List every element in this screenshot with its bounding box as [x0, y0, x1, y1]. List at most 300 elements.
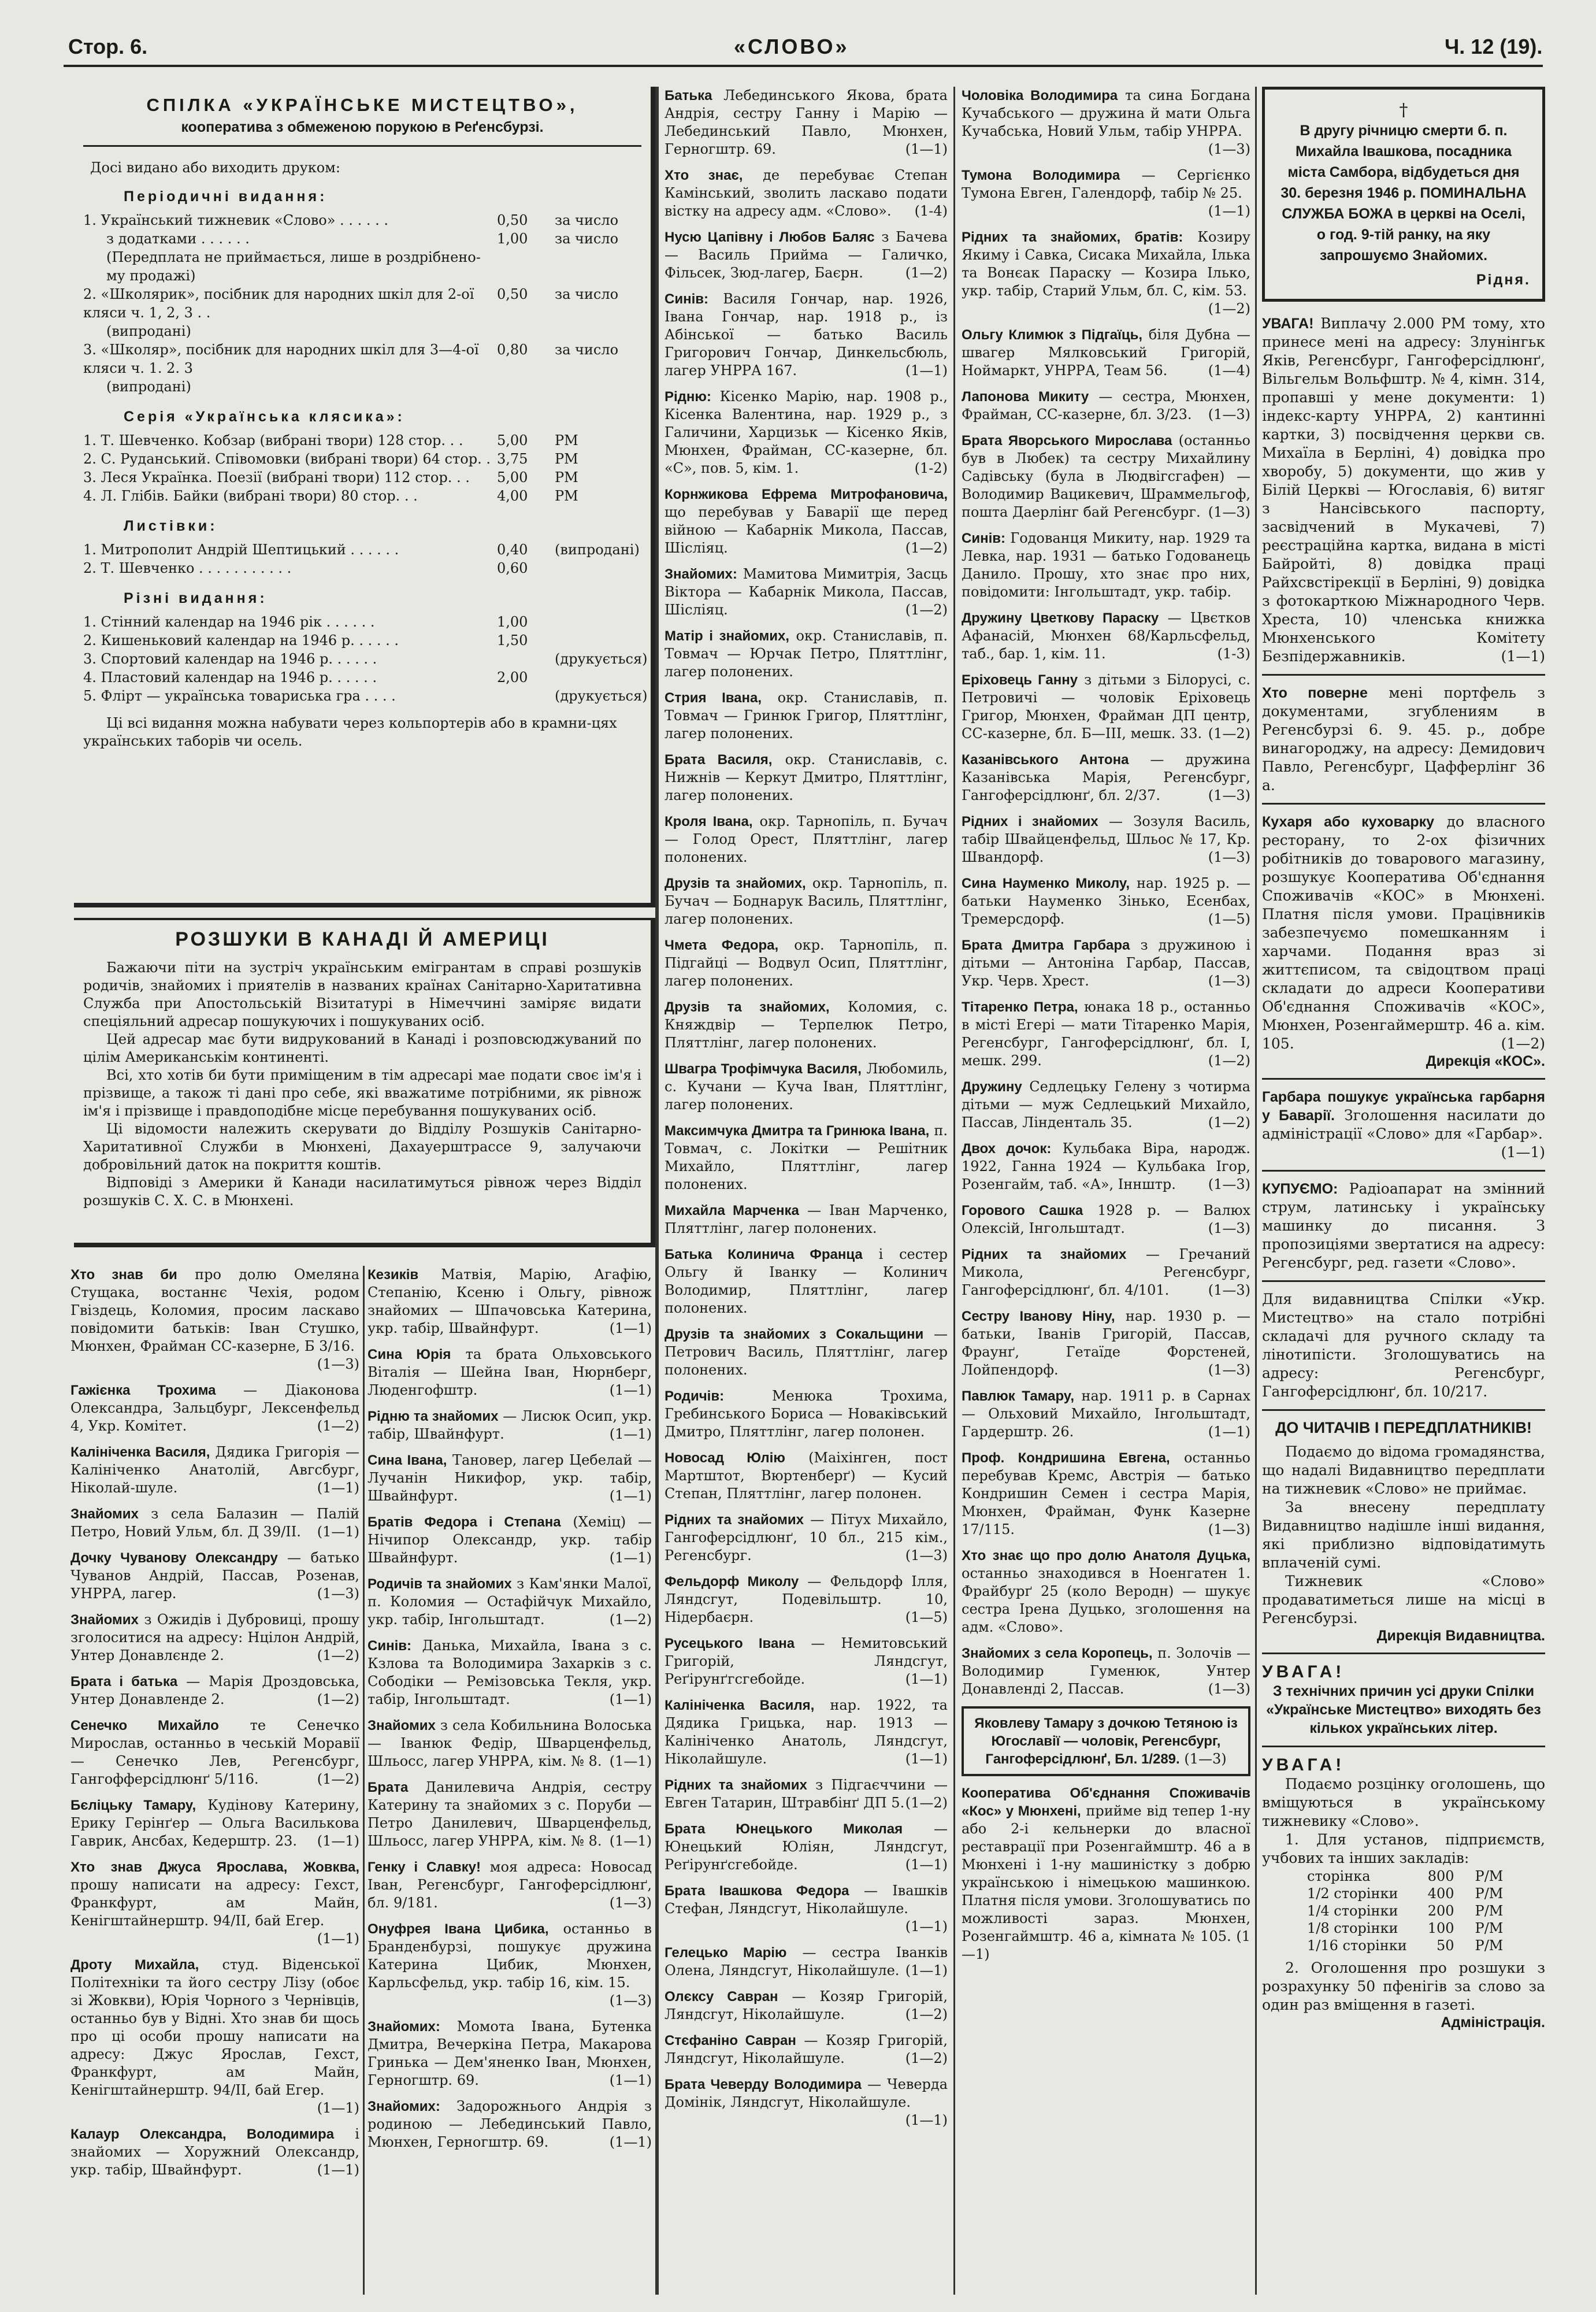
- item-price: [497, 248, 555, 285]
- classified-ad: [665, 1060, 948, 1114]
- classified-ad: [962, 609, 1250, 663]
- classified-ad: [1262, 1290, 1545, 1401]
- item-price: 0,50: [497, 212, 528, 228]
- rozshuky-box: [74, 918, 655, 1247]
- separator: [1262, 674, 1545, 676]
- classified-ad: [368, 1858, 652, 1912]
- ad-run: (1-4): [914, 203, 948, 219]
- ad-heading: Знайомих:: [368, 2099, 440, 2114]
- classified-ad: [70, 1505, 359, 1541]
- ad-heading: Знайомих: [70, 1612, 139, 1628]
- classified-ad: [962, 1246, 1250, 1299]
- ad-text: про долю Омеляна Стущака, востаннє Чехія, родом Гвіздець, Коломия, просим ласкаво повідомити батьків: Іван Стушко, Мюнхен, Фрайман СС-казерне, Б 3/16.: [70, 1266, 359, 1354]
- ad-text: Кудінову Катерину, Ерику Герінґер — Ольга Василькова Гаврик, Ансбах, Кедерштр. 23.: [70, 1797, 359, 1849]
- rozshuky-body: [83, 959, 641, 1210]
- classified-ad: [665, 875, 948, 928]
- rozshuky-title: РОЗШУКИ В КАНАДІ Й АМЕРИЦІ: [175, 928, 550, 950]
- ad-heading: Корнжикова Ефрема Митрофановича,: [665, 487, 948, 502]
- ad-text: — Чеверда Домінік, Ляндсгут, Ніколайшуле.: [665, 2076, 948, 2110]
- ad-heading: Кроля Івана,: [665, 814, 753, 829]
- item-title: 1. Т. Шевченко. Кобзар (вибрані твори) 128 стор. . .: [83, 432, 463, 449]
- item-price: 0,40: [497, 542, 528, 558]
- separator: [1262, 1746, 1545, 1747]
- ad-run: (1—3): [1208, 141, 1250, 157]
- spilka-box: [74, 87, 655, 907]
- ad-text: окр. Станиславів, п. Товмач — Гринюк Григор, Пляттлінг, лагер полонених.: [665, 690, 948, 742]
- ad-run: (1—1): [317, 1833, 359, 1849]
- ad-run: (1—3): [1208, 849, 1250, 865]
- price-line: [83, 668, 641, 687]
- ads-column-3: [665, 87, 948, 2295]
- ad-run: (1—1): [1501, 1144, 1545, 1161]
- ad-heading: Хто знає що про долю Анатоля Дуцька,: [962, 1548, 1250, 1563]
- price-line: [83, 468, 641, 487]
- classified-ad: [962, 751, 1250, 805]
- ad-run: (1—2): [1208, 725, 1250, 742]
- ad-text: п. Товмач, с. Локітки — Решітник Михайло, Пляттлінг, лагер полонених.: [665, 1122, 948, 1192]
- item-title: 2. Кишеньковий календар на 1946 р. . . . . .: [83, 632, 399, 649]
- ad-heading: Проф. Кондришина Евгена,: [962, 1450, 1170, 1466]
- classified-ad: [665, 998, 948, 1052]
- ad-run: (1—4): [1208, 362, 1250, 379]
- obituary-box: [1262, 87, 1545, 302]
- ad-sign: Дирекція «КОС».: [1426, 1053, 1545, 1069]
- ad-run: (1—1): [609, 2072, 652, 2088]
- ad-heading: Брата Яворського Мирослава: [962, 433, 1172, 449]
- ad-heading: Друзів та знайомих,: [665, 876, 806, 891]
- coop-ad-text: прийме від тепер 1-ну або 2-і кельнерки до власної реставрації при Розенгаймштр. 46 а в Мюнхені і 1-ну машиністку з добрю українською і німецькою машинкою. Платня після умови. Зголошуватись по можливості зараз. Мюнхен, Розенгаймштр. 46 а, кімната № 105.: [962, 1803, 1250, 1944]
- ad-text: 1928 р. — Валюх Олексій, Інгольштадт.: [962, 1202, 1250, 1236]
- ad-text: — Пітух Михайло, Гангоферсідлюнґ, 10 бл., 215 кім., Регенсбург.: [665, 1511, 948, 1563]
- ad-text: з Підгаєччини — Евген Татарин, Штравбінґ ДП 5.: [665, 1777, 948, 1811]
- classified-ad: [70, 1611, 359, 1665]
- ad-text: студ. Віденської Політехніки та його сестру Лізу (обоє зі Жовкви), Юрія Чорного з Чернівців, останньо був у Відні. Хто знав би щось про ці особи прошу написати на адресу: Джус Ярослав, Гехст, Франкфурт, ам Майн, Кенігштайнерштр. 94/II, бай Егер.: [70, 1957, 359, 2098]
- uvaga3-sign: Адміністрація.: [1441, 2014, 1545, 2031]
- coop-ad: [962, 1784, 1250, 1963]
- price-line: [83, 687, 648, 705]
- ad-heading: Максимчука Дмитра та Гринюка Івана,: [665, 1123, 930, 1139]
- classified-ad: [368, 1266, 652, 1337]
- classified-ad: [70, 1796, 359, 1850]
- classified-ad: [962, 1644, 1250, 1698]
- classified-ad: [665, 689, 948, 743]
- item-note: за число: [555, 342, 619, 358]
- classified-ad: [962, 432, 1250, 521]
- ad-run: (1—2): [1501, 1035, 1545, 1052]
- ad-run: (1—3): [1208, 787, 1250, 803]
- ad-text: Козиру Якиму і Савка, Сисака Михайла, Ілька та Вонєак Параску — Козира Ілько, укр. табір, Старий Ульм, бл. С, кім. 53.: [962, 229, 1250, 299]
- ad-heading: Онуфрея Івана Цибика,: [368, 1921, 549, 1937]
- price-row: [1297, 1937, 1513, 1954]
- price-size: 1/8 сторінки: [1307, 1920, 1398, 1936]
- ad-text: Матвія, Марію, Агафію, Степанію, Ксеню і Ольгу, рівнож знайомих — Шпачовська Катерина, укр. табір, Швайнфурт.: [368, 1266, 652, 1336]
- ad-heading: Знайомих: [368, 1718, 436, 1733]
- ad-run: (1—1): [1208, 203, 1250, 219]
- price-line: [83, 285, 641, 322]
- ad-text: — Марія Дроздовська, Унтер Донавленде 2.: [70, 1673, 359, 1707]
- classified-ad: [962, 1307, 1250, 1379]
- newspaper-title: «СЛОВО»: [734, 35, 849, 58]
- ad-run: (1—1): [609, 1320, 652, 1336]
- ad-run: (1—1): [905, 1962, 948, 1978]
- item-price: 4,00: [497, 488, 528, 504]
- ad-run: (1—5): [1208, 911, 1250, 927]
- ad-heading: Калаур Олександра, Володимира: [70, 2126, 335, 2142]
- ad-run: (1—1): [905, 362, 948, 379]
- price-line: [83, 211, 641, 229]
- classified-ad: [665, 1635, 948, 1688]
- ad-text: юнака 18 р., останньо в місті Егері — мати Тітаренко Марія, Регенсбург, Гангоферсідлюнґ, бл. І, мешк. 299.: [962, 999, 1250, 1069]
- ad-heading: Брата і батька: [70, 1674, 178, 1689]
- price-line: [83, 559, 641, 577]
- ad-run: (1—2): [317, 1418, 359, 1434]
- spilka-title: СПІЛКА «УКРАЇНСЬКЕ МИСТЕЦТВО»,: [146, 95, 578, 115]
- item-note: (друкується): [555, 688, 648, 704]
- ad-heading: Друзів та знайомих з Сокальщини: [665, 1327, 924, 1342]
- ad-text: Данька, Михайла, Івана з с. Кзлова та Володимира Захарків з с. Сободіки — Ремізовська Текля, укр. табір, Інгольштадт.: [368, 1637, 652, 1707]
- ad-heading: Синів:: [665, 291, 708, 307]
- ad-text: — Лисюк Осип, укр. табір, Швайнфурт.: [368, 1408, 652, 1442]
- ad-run: (1—2): [905, 602, 948, 618]
- price-value: 200: [1427, 1903, 1454, 1919]
- classified-ad: [665, 1202, 948, 1237]
- ad-heading: Двох дочок:: [962, 1141, 1052, 1157]
- ad-run: (1—2): [317, 1647, 359, 1663]
- classified-ad: [368, 2098, 652, 2151]
- ad-run: (1—3): [1208, 1176, 1250, 1192]
- spilka-intro: Досі видано або виходить друком:: [90, 160, 340, 176]
- ad-heading: Дружину Цветкову Параску: [962, 610, 1159, 626]
- ad-text: та сина Богдана Кучабського — дружина й мати Ольга Кучабська, Новий Ульм, табір УНРРА.: [962, 87, 1250, 139]
- ad-text: Лебединського Якова, брата Андрія, сестру Ганну і Марію — Лебединський Павло, Мюнхен, Герногштр. 69.: [665, 87, 948, 157]
- classified-ad: [665, 1696, 948, 1768]
- chytachiv-paragraph: Тижневик «Слово» продаватиметься лише на місці в Регенсбурзі.: [1262, 1573, 1545, 1626]
- item-price: 1,00: [497, 614, 528, 630]
- ad-run: (1—2): [609, 1611, 652, 1628]
- section-title: Листівки:: [124, 518, 218, 534]
- classified-ad: [962, 671, 1250, 743]
- separator: [1262, 1653, 1545, 1654]
- ad-text: — Зозуля Василь, табір Швайценфельд, Шльос № 17, Кр. Швандорф.: [962, 813, 1250, 865]
- ad-heading: Хто знає,: [665, 168, 743, 183]
- item-note: за число: [555, 212, 619, 228]
- price-value: 100: [1427, 1920, 1454, 1936]
- ad-run: (1—1): [317, 1480, 359, 1496]
- ad-text: з Ожидів і Дубровиці, прошу зголоситися на адресу: Нцілон Андрій, Унтер Донавлєнде 2.: [70, 1611, 359, 1663]
- ad-heading: Рідних та знайомих: [665, 1512, 804, 1528]
- ad-text: (Хеміц) — Нічипор Олександр, укр. табір Швайнфурт.: [368, 1514, 652, 1566]
- ad-heading: УВАГА!: [1262, 316, 1314, 332]
- classified-ad: [962, 1078, 1250, 1132]
- price-line: [83, 650, 648, 668]
- ad-heading: Матір і знайомих,: [665, 628, 789, 644]
- classified-ad: [368, 1346, 652, 1399]
- price-line: [83, 631, 641, 650]
- item-price: [497, 322, 555, 340]
- item-note: [555, 248, 641, 285]
- ad-heading: Кезиків: [368, 1267, 419, 1283]
- ad-run: (1—3): [1208, 1282, 1250, 1298]
- ad-heading: Стрия Івана,: [665, 690, 762, 706]
- chytachiv-paragraph: Подаємо до відома громадянства, що надалі Видавництво передплати на тижневик «Слово» не приймає.: [1262, 1443, 1545, 1497]
- price-line: [83, 540, 641, 559]
- price-currency: Р/М: [1475, 1868, 1504, 1884]
- ad-heading: Друзів та знайомих,: [665, 999, 830, 1015]
- ad-heading: Брата Чеверду Володимира: [665, 2077, 862, 2092]
- ad-text: останньо перебував Кремс, Австрія — батько Кондришин Семен і сестра Марія, Мюнхен, Фрайман, Функ Казерне 17/115.: [962, 1450, 1250, 1537]
- ad-heading: Сенечко Михайло: [70, 1718, 219, 1733]
- item-title: 5. Флірт — українська товариська гра . . . .: [83, 688, 396, 704]
- item-note: [555, 377, 641, 396]
- ad-heading: Фельдорф Миколу: [665, 1574, 799, 1589]
- classified-ad: [665, 1573, 948, 1626]
- classified-ad: [665, 1122, 948, 1194]
- classified-ad: [665, 936, 948, 990]
- ad-heading: Брата Юнецького Миколая: [665, 1821, 903, 1837]
- ad-heading: Дроту Михайла,: [70, 1957, 199, 1973]
- item-note: (друкується): [555, 651, 648, 667]
- ad-heading: Чоловіка Володимира: [962, 88, 1118, 103]
- separator: [1262, 1280, 1545, 1282]
- price-size: 1/2 сторінки: [1307, 1885, 1398, 1902]
- ad-run: (1—3): [1208, 406, 1250, 423]
- ad-text: і знайомих — Хоружний Олександр, укр. табір, Швайнфурт.: [70, 2126, 359, 2178]
- ad-heading: Сина Юрія: [368, 1347, 451, 1362]
- ad-run: (1—2): [1208, 1053, 1250, 1069]
- ad-run: (1—3): [1208, 1362, 1250, 1378]
- ad-text: останньо в Бранденбурзі, пошукує дружина Катерина Цибик, Мюнхен, Карльсфельд, укр. табір 16, кім. 15.: [368, 1921, 652, 1991]
- ad-run: (1—1): [317, 2162, 359, 2178]
- classified-ad: [665, 751, 948, 805]
- classified-ad: [70, 1673, 359, 1709]
- classified-ad: [70, 1956, 359, 2117]
- spilka-footer: Ці всі видання можна набувати через кольпортерів або в крамни-цях українських таборів чи осель.: [83, 715, 617, 749]
- ad-text: — Гречаний Микола, Регенсбург, Гангоферсідлюнґ, бл. 4/101.: [962, 1246, 1250, 1298]
- column-divider: [953, 87, 955, 2295]
- price-table: [1297, 1868, 1513, 1954]
- classified-ad: [665, 1387, 948, 1441]
- ad-text: п. Золочів — Володимир Гуменюк, Унтер Донавленді 2, Пассав.: [962, 1645, 1250, 1697]
- ad-heading: Знайомих з села Коропець,: [962, 1646, 1153, 1661]
- ad-text: з дітьми з Білорусі, с. Петровичі — чоловік Еріховець Григор, Мюнхен, Фрайман ДП центр, СС-казерне, бл. Б—ІІІ, мешк. 33.: [962, 672, 1250, 742]
- classified-ad: [962, 529, 1250, 601]
- price-value: 400: [1427, 1885, 1454, 1902]
- ad-heading: Казанівського Антона: [962, 752, 1129, 768]
- ad-heading: Дружину: [962, 1079, 1022, 1095]
- classified-ad: [665, 1882, 948, 1936]
- ad-run: (1—3): [609, 1992, 652, 2009]
- classified-ad: [962, 228, 1250, 318]
- ad-run: (1—3): [1208, 1681, 1250, 1697]
- ad-text: Задорожнього Андрія з родиною — Лебединський Павло, Мюнхен, Герногштр. 69.: [368, 2098, 652, 2150]
- item-note: [555, 668, 641, 687]
- ad-text: (останньо був в Любек) та сестру Михайлину Садівську (була в Людвігсгафен) — Володимир Вацикевич, Шраммельгоф, пошта Даерлінг бай Регенсбург.: [962, 432, 1250, 520]
- uvaga3-title: УВАГА!: [1262, 1755, 1345, 1774]
- item-title: (випродані): [106, 379, 191, 395]
- ad-run: (1-3): [1217, 646, 1250, 662]
- classified-ad: [665, 1511, 948, 1565]
- ads-column-4: [962, 87, 1250, 2295]
- spilka-sections: [83, 188, 648, 705]
- classified-ad: [665, 486, 948, 557]
- separator: [1262, 1409, 1545, 1411]
- ad-text: — сестра, Мюнхен, Фрайман, СС-казерне, бл. 3/23.: [962, 388, 1250, 423]
- item-note: [555, 322, 641, 340]
- ad-run: (1—3): [1208, 504, 1250, 520]
- item-note: за число: [555, 286, 619, 302]
- ad-text: — дружина Казанівська Марія, Регенсбург, Гангоферсідлюнґ, бл. 2/37.: [962, 751, 1250, 803]
- classified-ad: [665, 2076, 948, 2129]
- ad-heading: Горового Сашка: [962, 1203, 1083, 1218]
- ad-run: (1—2): [1208, 1114, 1250, 1131]
- price-line: [83, 431, 641, 450]
- ad-heading: Родичів:: [665, 1388, 725, 1404]
- ad-heading: Генку і Славку!: [368, 1859, 481, 1875]
- ad-heading: Рідних та знайомих: [665, 1777, 807, 1793]
- col4-boxed-ad: [962, 1706, 1250, 1776]
- classified-ad: [665, 1820, 948, 1874]
- obituary-sign: Рідня.: [1476, 272, 1531, 288]
- ad-text: що перебував у Баварії ще перед війною — Кабарнік Микола, Пассав, Шісліяц.: [665, 504, 948, 556]
- classified-ad: [70, 1381, 359, 1435]
- ad-text: окр. Тарнопіль, п. Підгайці — Водвул Осип, Пляттлінг, лагер полонених.: [665, 937, 948, 989]
- rozshuky-paragraph: Бажаючи піти на зустріч українським емігрантам в справі розшуків родичів, знайомих і приятелів в названих країнах Санітарно-Харитативна Служба при Апостольській Візитатурі в Німеччині заміряє видати спеціяльний адресар пошукуючих і пошукуваних осіб.: [83, 959, 641, 1029]
- ad-run: (1—1): [317, 2100, 359, 2116]
- item-note: [555, 559, 641, 577]
- separator: [1262, 1078, 1545, 1080]
- ad-run: (1—3): [317, 1585, 359, 1602]
- ad-run: (1—1): [609, 1691, 652, 1707]
- ad-run: (1—1): [1208, 1424, 1250, 1440]
- classified-ad: [665, 2032, 948, 2068]
- ad-run: (1—3): [317, 1356, 359, 1372]
- price-currency: Р/М: [1475, 1920, 1504, 1936]
- rozshuky-paragraph: Відповіді з Америки й Канади насилатимуться рівнож через Відділ розшуків С. Х. С. в Мюнхені.: [83, 1174, 641, 1209]
- separator: [1262, 1170, 1545, 1172]
- ad-text: Василя Гончар, нар. 1926, Івана Гончар, нар. 1918 р., із Абінської — батько Василь Григорович Гончар, Динкельсбюль, лагер УНРРА 167.: [665, 291, 948, 379]
- chytachiv-paragraph: За внесену передплату Видавництво надішле інші видання, які приблизно відповідатимуть вплаченій сумі.: [1262, 1499, 1545, 1571]
- ad-run: (1—2): [905, 265, 948, 281]
- ad-run: (1—1): [905, 1918, 948, 1935]
- chytachiv-title: ДО ЧИТАЧІВ І ПЕРЕДПЛАТНИКІВ!: [1275, 1419, 1532, 1436]
- ad-heading: Кухаря або куховарку: [1262, 814, 1435, 830]
- classified-ad: [962, 1387, 1250, 1441]
- ad-text: та брата Ольховського Віталія — Шейна Іван, Нюрнберг, Люденгофштр.: [368, 1346, 652, 1398]
- ad-run: (1—1): [1501, 648, 1545, 665]
- classified-ad: [70, 1717, 359, 1788]
- ads-column-2: [368, 1266, 652, 2295]
- ad-heading: Калініченка Василя,: [70, 1444, 210, 1460]
- ad-text: Кульбака Віра, народж. 1922, Ганна 1924 — Кульбака Ігор, Розенгайм, таб. «А», Іннштр.: [962, 1140, 1250, 1192]
- item-title: 3. Леся Українка. Поезії (вибрані твори) 112 стор. . .: [83, 469, 470, 486]
- ad-text: Кісенко Марію, нар. 1908 р., Кісенка Валентина, нар. 1929 р., з Галичини, Харцизьк — Кісенко Яків, Мюнхен, Фрайман, СС-казерне, бл. «С», пов. 5, кім. 1.: [665, 388, 948, 476]
- ad-text: — Фельдорф Ілля, Ляндсгут, Подевільштр. 10, Нідербаєрн.: [665, 1573, 948, 1625]
- classified-ad: [665, 565, 948, 619]
- item-note: за число: [555, 231, 619, 247]
- ad-text: Любомиль, с. Кучани — Куча Іван, Пляттлінг, лагер полонених.: [665, 1061, 948, 1113]
- classified-ad: [665, 166, 948, 220]
- price-row: [1297, 1902, 1513, 1920]
- classified-ad: [962, 936, 1250, 990]
- rozshuky-paragraph: Цей адресар має бути видрукований в Канаді і розповсюджуваний по цілім Американськім континенті.: [83, 1031, 641, 1065]
- classified-ad: [70, 1549, 359, 1603]
- ad-heading: Братів Федора і Степана: [368, 1514, 561, 1530]
- ad-heading: Рідню та знайомих: [368, 1409, 499, 1424]
- classified-ad: [368, 1451, 652, 1505]
- column-divider: [363, 1266, 365, 2295]
- item-title: 1. Стінний календар на 1946 рік . . . . . .: [83, 614, 375, 630]
- ad-text: Радіоапарат на змінний струм, латинську і українську машинку до писання. З пропозиціями звертатися на адресу: Регенсбург, ред. газети «Слово».: [1262, 1180, 1545, 1271]
- item-price: [497, 687, 555, 705]
- spilka-subtitle: кооператива з обмеженою порукою в Реґенсбурзі.: [83, 119, 641, 147]
- classified-ad: [1262, 1180, 1545, 1272]
- right-ads: [1262, 314, 1545, 1401]
- ad-text: — Діаконова Олександра, Зальцбург, Лексенфельд 4, Укр. Комітет.: [70, 1382, 359, 1434]
- ad-heading: Родичів та знайомих: [368, 1576, 512, 1592]
- ad-text: Коломия, с. Княждвір — Терпелюк Петро, Пляттлінг, лагер полонених.: [665, 999, 948, 1051]
- ad-run: (1—1): [905, 1671, 948, 1687]
- ad-text: Седлецьку Гелену з чотирма дітьми — муж Седлецький Михайло, Пассав, Лінденталь 35.: [962, 1079, 1250, 1131]
- ad-text: — Іван Марченко, Пляттлінг, лагер полонених.: [665, 1202, 948, 1236]
- classified-ad: [1262, 684, 1545, 795]
- ad-run: (1—2): [317, 1691, 359, 1707]
- classified-ad: [665, 1325, 948, 1379]
- item-title: 3. «Школяр», посібник для народних шкіл для 3—4-ої кляси ч. 1. 2. 3: [83, 342, 479, 376]
- classified-ad: [665, 1988, 948, 2024]
- ad-heading: Олєксу Савран: [665, 1989, 778, 2005]
- item-title: 2. «Школярик», посібник для народних шкіл для 2-ої кляси ч. 1, 2, 3 . .: [83, 286, 474, 321]
- ad-text: — сестра Іванків Олена, Ляндсгут, Ніколайшуле.: [665, 1944, 948, 1978]
- ad-run: (1—3): [609, 1895, 652, 1911]
- item-note: РМ: [555, 451, 578, 467]
- coop-ad-heading: Кооператива Об'єднання Споживачів «Кос» у Мюнхені,: [962, 1785, 1250, 1819]
- item-title: 3. Спортовий календар на 1946 р. . . . . .: [83, 651, 377, 667]
- classified-ad: [70, 1266, 359, 1373]
- classified-ad: [962, 166, 1250, 220]
- ad-heading: Тітаренко Петра,: [962, 999, 1078, 1015]
- ad-text: з Бачева — Василь Прийма — Галичко, Фільсек, Зюд-лагер, Баєрн.: [665, 229, 948, 281]
- classified-ad: [962, 1449, 1250, 1539]
- item-price: 0,80: [497, 342, 528, 358]
- ad-run: (1—3): [1208, 1220, 1250, 1236]
- ad-text: останньо знаходився в Ноенгатен 1. Фрайбурґ 25 (коло Веродн) — шукує сестра Ірена Дуцько, зголошення на адм. «Слово».: [962, 1565, 1250, 1635]
- ad-text: — Петрович Василь, Пляттлінг, лагер полонених.: [665, 1326, 948, 1378]
- price-row: [1297, 1868, 1513, 1885]
- classified-ad: [70, 1443, 359, 1497]
- ad-run: (1—1): [905, 1751, 948, 1767]
- column-divider: [655, 87, 659, 2295]
- classified-ad: [1262, 1088, 1545, 1162]
- ad-heading: Дочку Чуванову Олександру: [70, 1550, 278, 1566]
- ad-heading: Стєфаніно Савран: [665, 2033, 796, 2048]
- ad-text: — Немитовський Григорій, Ляндсгут, Реґірунґгсгебойде.: [665, 1635, 948, 1687]
- obituary-text: В другу річницю смерти б. п. Михайла Івашкова, посадника міста Самбора, відбудеться дня 30. березня 1946 р. ПОМИНАЛЬНА СЛУЖБА БОЖА в церкві на Оселі, о год. 9-тій ранку, на яку запрошуємо Знайомих.: [1280, 123, 1527, 264]
- ad-text: з Кам'янки Малої, п. Коломия — Остафійчук Михайло, укр. табір, Інгольштадт.: [368, 1576, 652, 1628]
- classified-ad: [665, 627, 948, 681]
- classified-ad: [962, 87, 1250, 158]
- ad-text: до власного ресторану, то 2-ох фізичних робітників до товарового магазину, розшукує Кооператива Об'єднання Споживачів «КОС» в Мюнхені. Платня після умови. Працівників забезпечуємо помешканням і харчами. Подання враз зі життєписом, та свідоцтвом праці складати до адреси Кооперативи Об'єднання Споживачів «КОС», Мюнхен, Розенгаймерштр. 46 а. кім. 105.: [1262, 813, 1545, 1052]
- ad-heading: Брата Дмитра Гарбара: [962, 938, 1130, 953]
- ad-text: Виплачу 2.000 РМ тому, хто принесе мені на адресу: Злунінгьк Яків, Регенсбург, Гангоферсідлюнґ, Вільгельм Вольфштр. № 4, кімн. 314, пропавші у мене документи: 1) індекс-карту УНРРА, 2) кантинні картки, 3) посвідчення церкви св. Михаїла в Берліні, 4) довідка про хворобу, 5) документи, що жив у Білій Церкві — Югославія, 6) витяг з Нансівського паспорту, засвідчений в Мукачеві, 7) реєстраційна картка, видана в місті Байройті, 8) довідка праці Райхсвстірекції в Берліні, 9) довідка з фотокарткою Міжнародного Черв. Хреста, 10) членська книжка Мюнхенського Комітету Безпідержавників.: [1262, 315, 1545, 665]
- ad-run: (1—3): [905, 1547, 948, 1563]
- uvaga2-text: З технічних причин усі друки Спілки «Українське Мистецтво» виходять без кількох українських літер.: [1266, 1683, 1541, 1736]
- ad-run: (1—1): [609, 1550, 652, 1566]
- ad-heading: Сестру Іванову Ніну,: [962, 1309, 1115, 1324]
- col4-boxed-ad-run: (1—3): [1184, 1751, 1227, 1767]
- ad-run: (1—1): [905, 2112, 948, 2128]
- item-title: 2. С. Руданський. Співомовки (вибрані твори) 64 стор. .: [83, 451, 491, 467]
- ad-text: з села Кобильнина Волоська — Іванюк Федір, Шварценфельд, Шльосс, лагер УНРРА, кім. № 8.: [368, 1717, 652, 1769]
